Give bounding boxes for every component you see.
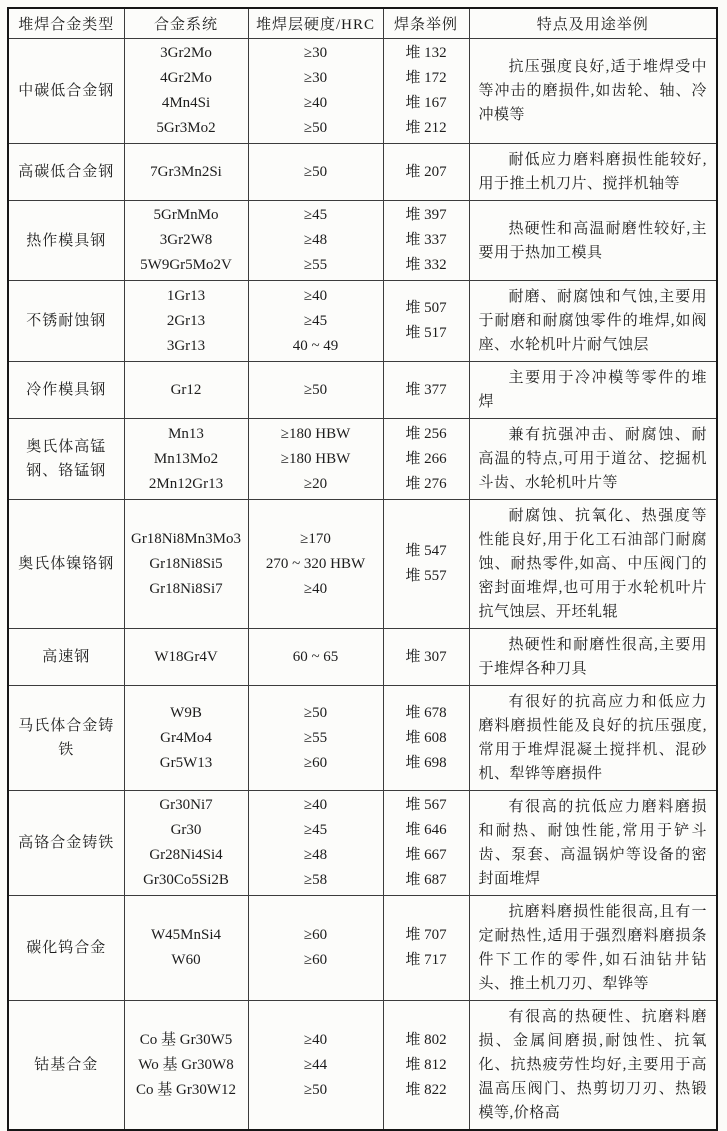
alloy-type-cell: 钴基合金	[8, 1001, 124, 1131]
table-row	[8, 1001, 717, 1131]
electrode-value: 堆 256	[405, 425, 447, 442]
table-row	[8, 144, 717, 201]
alloy-type-cell: 热作模具钢	[8, 201, 124, 281]
features-cell: 热硬性和高温耐磨性较好,主要用于热加工模具	[469, 201, 717, 281]
table-row	[8, 629, 717, 686]
hardness-cell	[248, 201, 383, 281]
alloy-system-value: 4Gr2Mo	[160, 70, 212, 86]
alloy-system-value: 7Gr3Mn2Si	[150, 163, 222, 180]
alloy-type-cell: 碳化钨合金	[8, 896, 124, 1001]
alloy-system-value: 5GrMnMo	[153, 207, 219, 223]
electrode-value: 堆 547	[405, 543, 447, 559]
alloy-system-value: Gr28Ni4Si4	[149, 847, 223, 863]
electrodes-cell	[383, 362, 469, 419]
hardness-value: ≥50	[303, 381, 328, 398]
alloys-cell	[124, 500, 248, 629]
alloys-cell	[124, 281, 248, 362]
hardness-value: ≥40	[303, 580, 328, 597]
alloys-cell	[124, 686, 248, 791]
alloys-cell	[124, 144, 248, 201]
hardness-value: ≥40	[303, 287, 328, 304]
table-row	[8, 39, 717, 144]
alloy-system-value: Gr18Ni8Si7	[149, 580, 223, 597]
features-cell: 抗压强度良好,适于堆焊受中等冲击的磨损件,如齿轮、轴、冷冲模等	[469, 39, 717, 144]
alloys-cell	[124, 419, 248, 500]
alloy-system-value: 4Mn4Si	[161, 95, 211, 111]
hardness-cell	[248, 419, 383, 500]
table-row	[8, 896, 717, 1001]
alloy-system-value: 3Gr2Mo	[160, 45, 212, 61]
hardfacing-alloy-table	[7, 7, 718, 1131]
features-cell: 有很高的抗低应力磨料磨损和耐热、耐蚀性能,常用于铲斗齿、泵套、高温锅炉等设备的密封面堆焊	[469, 791, 717, 896]
hardness-value: ≥50	[303, 120, 328, 136]
electrode-value: 堆 397	[405, 207, 447, 223]
alloy-system-value: 3Gr2W8	[159, 232, 213, 248]
electrode-value: 堆 608	[405, 729, 447, 746]
hardness-value: ≥20	[303, 475, 328, 492]
electrode-value: 堆 667	[405, 847, 447, 863]
electrodes-cell	[383, 500, 469, 629]
hardness-value: ≥58	[303, 872, 328, 888]
hardness-value: 60 ~ 65	[292, 648, 339, 665]
electrode-value: 堆 167	[405, 95, 447, 111]
hardness-value: ≥40	[303, 95, 328, 111]
electrode-value: 堆 567	[405, 797, 447, 813]
alloy-system-value: 5W9Gr5Mo2V	[140, 257, 232, 273]
column-header-3: 焊条举例	[383, 8, 469, 39]
electrodes-cell	[383, 419, 469, 500]
hardness-value: ≥60	[303, 927, 328, 943]
electrode-value: 堆 212	[405, 120, 447, 136]
electrode-value: 堆 307	[405, 648, 447, 665]
electrodes-cell	[383, 144, 469, 201]
electrode-value: 堆 802	[405, 1031, 447, 1048]
electrode-value: 堆 332	[405, 257, 447, 273]
electrode-value: 堆 337	[405, 232, 447, 248]
electrode-value: 堆 687	[405, 872, 447, 888]
electrodes-cell	[383, 791, 469, 896]
hardness-value: ≥60	[303, 754, 328, 771]
electrode-value: 堆 132	[405, 45, 447, 61]
alloy-system-value: Gr5W13	[159, 754, 213, 771]
hardness-value: ≥30	[303, 45, 328, 61]
features-cell: 兼有抗强冲击、耐腐蚀、耐高温的特点,可用于道岔、挖掘机斗齿、水轮机叶片等	[469, 419, 717, 500]
alloy-system-value: Co 基 Gr30W5	[139, 1031, 233, 1048]
hardness-value: ≥55	[303, 729, 328, 746]
electrodes-cell	[383, 281, 469, 362]
alloy-system-value: 2Gr13	[166, 312, 206, 329]
column-header-4: 特点及用途举例	[469, 8, 717, 39]
column-header-1: 合金系统	[124, 8, 248, 39]
alloy-system-value: Gr18Ni8Mn3Mo3	[130, 530, 241, 547]
features-cell: 耐腐蚀、抗氧化、热强度等性能良好,用于化工石油部门耐腐蚀、耐热零件,如高、中压阀门的密封面堆焊,也可用于水轮机叶片抗气蚀层、开坯轧辊	[469, 500, 717, 629]
features-cell: 耐磨、耐腐蚀和气蚀,主要用于耐磨和耐腐蚀零件的堆焊,如阀座、水轮机叶片耐气蚀层	[469, 281, 717, 362]
hardness-value: ≥40	[303, 797, 328, 813]
table-row	[8, 281, 717, 362]
features-cell: 有很好的抗高应力和低应力磨料磨损性能及良好的抗压强度,常用于堆焊混凝土搅拌机、混砂机、犁铧等磨损件	[469, 686, 717, 791]
alloy-system-value: Gr30Co5Si2B	[143, 872, 229, 888]
hardness-value: ≥50	[303, 163, 328, 180]
hardness-value: ≥55	[303, 257, 328, 273]
hardness-value: ≥48	[303, 232, 328, 248]
electrode-value: 堆 698	[405, 754, 447, 771]
alloy-type-cell: 奥氏体高锰钢、铬锰钢	[8, 419, 124, 500]
table-header-row	[8, 8, 717, 39]
electrode-value: 堆 377	[405, 381, 447, 398]
alloys-cell	[124, 896, 248, 1001]
electrodes-cell	[383, 896, 469, 1001]
table-row	[8, 201, 717, 281]
table-row	[8, 686, 717, 791]
electrode-value: 堆 822	[405, 1081, 447, 1098]
hardness-cell	[248, 281, 383, 362]
alloy-type-cell: 不锈耐蚀钢	[8, 281, 124, 362]
column-header-0: 堆焊合金类型	[8, 8, 124, 39]
electrode-value: 堆 517	[405, 325, 447, 341]
scanned-page	[7, 7, 718, 1131]
electrode-value: 堆 172	[405, 70, 447, 86]
hardness-value: ≥180 HBW	[280, 450, 351, 467]
alloy-system-value: 2Mn12Gr13	[148, 475, 224, 492]
hardness-value: 270 ~ 320 HBW	[265, 555, 366, 572]
table-row	[8, 419, 717, 500]
features-cell: 主要用于冷冲模等零件的堆焊	[469, 362, 717, 419]
alloy-system-value: Wo 基 Gr30W8	[138, 1056, 234, 1073]
hardness-value: ≥45	[303, 822, 328, 838]
table-row	[8, 791, 717, 896]
alloys-cell	[124, 201, 248, 281]
electrode-value: 堆 678	[405, 704, 447, 721]
hardness-cell	[248, 39, 383, 144]
alloys-cell	[124, 791, 248, 896]
alloy-system-value: W9B	[170, 704, 202, 721]
hardness-cell	[248, 500, 383, 629]
electrode-value: 堆 276	[405, 475, 447, 492]
hardness-value: ≥180 HBW	[280, 425, 351, 442]
table-row	[8, 362, 717, 419]
hardness-cell	[248, 144, 383, 201]
hardness-cell	[248, 686, 383, 791]
alloy-system-value: 5Gr3Mo2	[156, 120, 216, 136]
alloy-system-value: W18Gr4V	[154, 648, 218, 665]
features-cell: 耐低应力磨料磨损性能较好,用于推土机刀片、搅拌机轴等	[469, 144, 717, 201]
electrode-value: 堆 812	[405, 1056, 447, 1073]
electrode-value: 堆 557	[405, 568, 447, 584]
electrode-value: 堆 707	[405, 927, 447, 943]
hardness-value: ≥40	[303, 1031, 328, 1048]
hardness-value: ≥50	[303, 1081, 328, 1098]
hardness-value: 40 ~ 49	[292, 337, 339, 354]
hardness-value: ≥44	[303, 1056, 328, 1073]
electrodes-cell	[383, 629, 469, 686]
alloy-type-cell: 马氏体合金铸铁	[8, 686, 124, 791]
hardness-value: ≥50	[303, 704, 328, 721]
electrodes-cell	[383, 686, 469, 791]
alloy-system-value: Mn13Mo2	[153, 450, 219, 467]
electrodes-cell	[383, 1001, 469, 1131]
electrode-value: 堆 646	[405, 822, 447, 838]
electrodes-cell	[383, 201, 469, 281]
alloy-type-cell: 奥氏体镍铬钢	[8, 500, 124, 629]
alloy-system-value: 1Gr13	[166, 287, 206, 304]
alloy-type-cell: 冷作模具钢	[8, 362, 124, 419]
electrode-value: 堆 266	[405, 450, 447, 467]
hardness-value: ≥60	[303, 952, 328, 968]
table-row	[8, 500, 717, 629]
column-header-2: 堆焊层硬度/HRC	[248, 8, 383, 39]
alloy-system-value: Mn13	[168, 425, 204, 442]
alloy-system-value: Gr30	[170, 822, 202, 838]
alloy-type-cell: 高碳低合金钢	[8, 144, 124, 201]
alloy-system-value: Gr30Ni7	[159, 797, 213, 813]
hardness-value: ≥170	[300, 530, 331, 547]
electrodes-cell	[383, 39, 469, 144]
alloy-system-value: Gr18Ni8Si5	[149, 555, 223, 572]
features-cell: 有很高的热硬性、抗磨料磨损、金属间磨损,耐蚀性、抗氧化、抗热疲劳性均好,主要用于高温高压阀门、热剪切刀刃、热锻模等,价格高	[469, 1001, 717, 1131]
alloy-system-value: W45MnSi4	[150, 927, 221, 943]
alloy-system-value: W60	[171, 952, 201, 968]
alloys-cell	[124, 1001, 248, 1131]
electrode-value: 堆 207	[405, 163, 447, 180]
alloy-system-value: Co 基 Gr30W12	[136, 1081, 236, 1098]
alloys-cell	[124, 629, 248, 686]
hardness-cell	[248, 629, 383, 686]
alloy-system-value: Gr12	[170, 381, 202, 398]
alloy-system-value: 3Gr13	[166, 337, 206, 354]
alloys-cell	[124, 362, 248, 419]
hardness-value: ≥48	[303, 847, 328, 863]
hardness-cell	[248, 896, 383, 1001]
alloys-cell	[124, 39, 248, 144]
hardness-value: ≥30	[303, 70, 328, 86]
alloy-system-value: Gr4Mo4	[160, 729, 212, 746]
hardness-cell	[248, 1001, 383, 1131]
electrode-value: 堆 717	[405, 952, 447, 968]
electrode-value: 堆 507	[405, 300, 447, 316]
hardness-cell	[248, 791, 383, 896]
alloy-type-cell: 中碳低合金钢	[8, 39, 124, 144]
hardness-value: ≥45	[303, 207, 328, 223]
hardness-cell	[248, 362, 383, 419]
alloy-type-cell: 高铬合金铸铁	[8, 791, 124, 896]
alloy-type-cell: 高速钢	[8, 629, 124, 686]
features-cell: 抗磨料磨损性能很高,且有一定耐热性,适用于强烈磨料磨损条件下工作的零件,如石油钻井钻头、推土机刀刃、犁铧等	[469, 896, 717, 1001]
hardness-value: ≥45	[303, 312, 328, 329]
features-cell: 热硬性和耐磨性很高,主要用于堆焊各种刀具	[469, 629, 717, 686]
